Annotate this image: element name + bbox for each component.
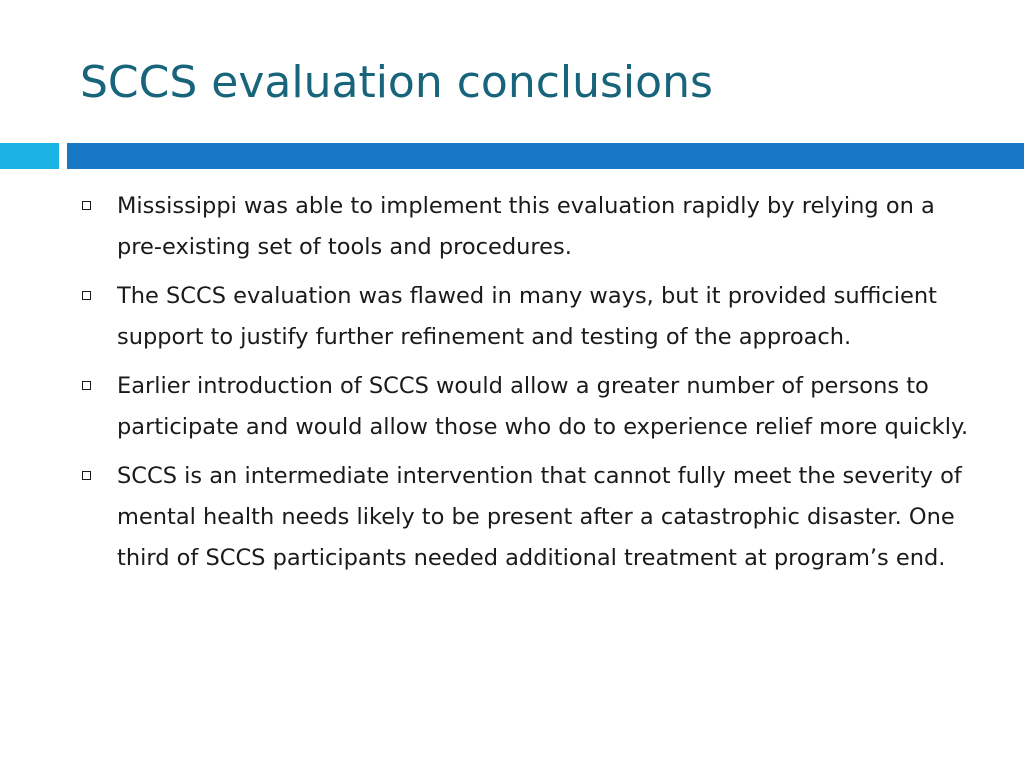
bullet-item bbox=[78, 366, 978, 448]
title-rule-left-accent bbox=[0, 143, 59, 169]
slide-title: SCCS evaluation conclusions bbox=[80, 57, 713, 108]
hollow-square-bullet-icon bbox=[82, 471, 91, 480]
bullet-item bbox=[78, 456, 978, 579]
hollow-square-bullet-icon bbox=[82, 291, 91, 300]
bullet-item bbox=[78, 186, 978, 268]
bullet-text: SCCS is an intermediate intervention that cannot fully meet the severity of mental health needs likely to be present after a catastrophic disaster. One third of SCCS participants needed additional treatment at program’s end. bbox=[117, 463, 962, 571]
title-rule-right-bar bbox=[67, 143, 1024, 169]
bullet-text: The SCCS evaluation was flawed in many ways, but it provided sufficient support to justify further refinement and testing of the approach. bbox=[117, 283, 937, 350]
bullet-text: Mississippi was able to implement this evaluation rapidly by relying on a pre-existing set of tools and procedures. bbox=[117, 193, 935, 260]
bullet-item bbox=[78, 276, 978, 358]
hollow-square-bullet-icon bbox=[82, 201, 91, 210]
hollow-square-bullet-icon bbox=[82, 381, 91, 390]
bullet-list bbox=[78, 186, 978, 587]
bullet-text: Earlier introduction of SCCS would allow a greater number of persons to participate and would allow those who do to experience relief more quickly. bbox=[117, 373, 969, 440]
